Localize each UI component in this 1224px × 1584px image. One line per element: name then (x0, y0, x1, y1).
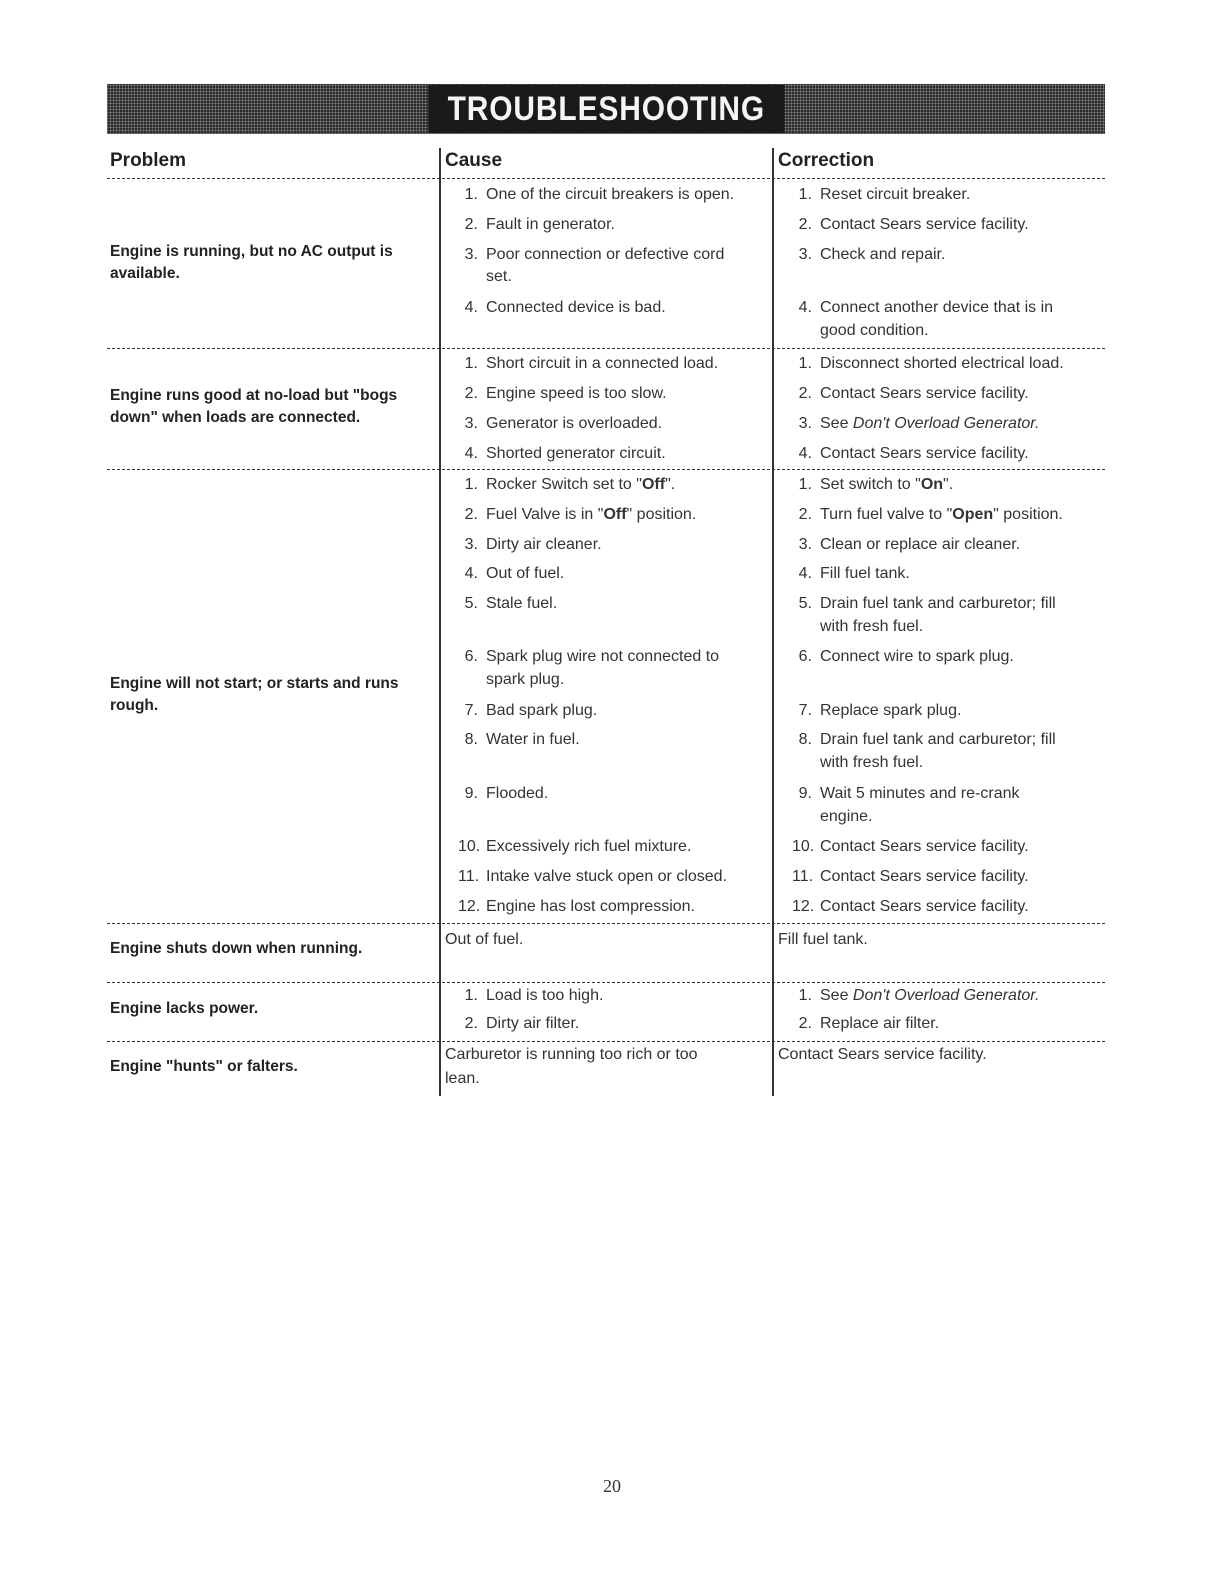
correction-item: 12. Contact Sears service facility. (792, 898, 1029, 915)
cause-item: 3. Poor connection or defective cord (464, 246, 725, 263)
cause-item: 2. Fuel Valve is in "Off" position. (464, 506, 697, 523)
correction-item: 4. Contact Sears service facility. (798, 445, 1029, 462)
cause-item: 10. Excessively rich fuel mixture. (458, 838, 692, 855)
correction-text: Contact Sears service facility. (778, 1046, 987, 1063)
correction-item: 2. Contact Sears service facility. (798, 216, 1029, 233)
correction-item: 5. Drain fuel tank and carburetor; fill (798, 595, 1056, 612)
cause-item: 4. Connected device is bad. (464, 299, 666, 316)
cause-text: Carburetor is running too rich or too (445, 1046, 698, 1063)
correction-text: Fill fuel tank. (778, 931, 868, 948)
cause-item: 8. Water in fuel. (464, 731, 580, 748)
header-rule (107, 178, 1105, 179)
correction-item-continued: with fresh fuel. (820, 754, 924, 771)
problem-text: Engine will not start; or starts and runs rough. (110, 675, 399, 714)
correction-item: 7. Replace spark plug. (798, 702, 962, 719)
problem-text: Engine is running, but no AC output is available. (110, 243, 393, 282)
cause-item: 7. Bad spark plug. (464, 702, 598, 719)
cause-item: 1. One of the circuit breakers is open. (464, 186, 735, 203)
problem-text: Engine runs good at no-load but "bogs down" when loads are connected. (110, 387, 398, 426)
column-divider-cause (439, 148, 441, 1096)
cause-item: 1. Short circuit in a connected load. (464, 355, 719, 372)
cause-item: 12. Engine has lost compression. (458, 898, 695, 915)
correction-item: 8. Drain fuel tank and carburetor; fill (798, 731, 1056, 748)
cause-text-continued: lean. (445, 1070, 480, 1087)
cause-item: 11. Intake valve stuck open or closed. (458, 868, 728, 885)
correction-item-continued: with fresh fuel. (820, 618, 924, 635)
correction-item: 1. See Don't Overload Generator. (798, 987, 1040, 1004)
correction-item: 1. Disconnect shorted electrical load. (798, 355, 1064, 372)
correction-item: 9. Wait 5 minutes and re-crank (798, 785, 1020, 802)
cause-item: 3. Generator is overloaded. (464, 415, 663, 432)
cause-item-continued: spark plug. (486, 671, 565, 688)
page-number: 20 (603, 1476, 621, 1496)
correction-item-continued: engine. (820, 808, 873, 825)
header-problem: Problem (110, 150, 187, 171)
correction-item: 2. Turn fuel valve to "Open" position. (798, 506, 1063, 523)
correction-item-continued: good condition. (820, 322, 929, 339)
correction-item: 2. Contact Sears service facility. (798, 385, 1029, 402)
problem-text: Engine lacks power. (110, 1000, 259, 1017)
cause-item: 4. Out of fuel. (464, 565, 565, 582)
row-divider (107, 1041, 1105, 1042)
problem-text: Engine shuts down when running. (110, 940, 363, 957)
correction-item: 2. Replace air filter. (798, 1015, 940, 1032)
cause-item: 6. Spark plug wire not connected to (464, 648, 720, 665)
header-correction: Correction (778, 150, 875, 171)
cause-item: 1. Rocker Switch set to "Off". (464, 476, 676, 493)
cause-item: 5. Stale fuel. (464, 595, 558, 612)
cause-item: 1. Load is too high. (464, 987, 604, 1004)
cause-item: 2. Fault in generator. (464, 216, 615, 233)
correction-item: 3. See Don't Overload Generator. (798, 415, 1040, 432)
problem-text: Engine "hunts" or falters. (110, 1058, 298, 1075)
correction-item: 11. Contact Sears service facility. (792, 868, 1029, 885)
correction-item: 1. Reset circuit breaker. (798, 186, 971, 203)
cause-text: Out of fuel. (445, 931, 524, 948)
correction-item: 10. Contact Sears service facility. (792, 838, 1029, 855)
cause-item: 4. Shorted generator circuit. (464, 445, 666, 462)
correction-item: 3. Check and repair. (798, 246, 946, 263)
cause-item: 2. Engine speed is too slow. (464, 385, 667, 402)
cause-item-continued: set. (486, 268, 512, 285)
correction-item: 4. Connect another device that is in (798, 299, 1054, 316)
row-divider (107, 923, 1105, 924)
cause-item: 3. Dirty air cleaner. (464, 536, 602, 553)
column-divider-correction (772, 148, 774, 1096)
row-divider (107, 982, 1105, 983)
row-divider (107, 348, 1105, 349)
header-cause: Cause (445, 150, 503, 171)
correction-item: 1. Set switch to "On". (798, 476, 954, 493)
cause-item: 9. Flooded. (464, 785, 549, 802)
correction-item: 4. Fill fuel tank. (798, 565, 910, 582)
title-banner (107, 84, 1105, 134)
page-title: TROUBLESHOOTING (428, 85, 784, 133)
correction-item: 3. Clean or replace air cleaner. (798, 536, 1021, 553)
correction-item: 6. Connect wire to spark plug. (798, 648, 1014, 665)
row-divider (107, 469, 1105, 470)
cause-item: 2. Dirty air filter. (464, 1015, 580, 1032)
